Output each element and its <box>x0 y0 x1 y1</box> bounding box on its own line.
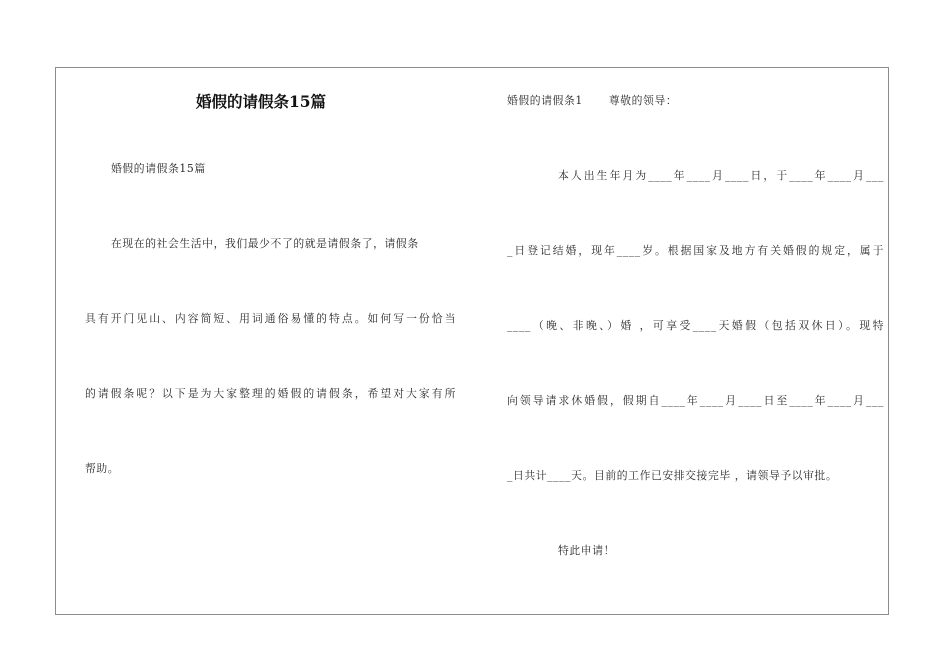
letter-body-line-1: 本人出生年月为____年____月____日，于____年____月___ <box>558 169 884 182</box>
letter-body-line-5: _日共计____天。目前的工作已安排交接完毕 ，请领导予以审批。 <box>507 469 838 482</box>
paragraph-line-3: 的请假条呢？以下是为大家整理的婚假的请假条，希望对大家有所 <box>85 387 456 400</box>
letter-heading-row <box>507 93 677 108</box>
letter-salutation: 尊敬的领导： <box>608 94 678 107</box>
letter-closing: 特此申请！ <box>558 544 615 557</box>
letter-heading: 婚假的请假条1 <box>507 94 583 107</box>
letter-body-line-4: 向领导请求休婚假，假期自____年____月____日至____年____月___ <box>507 394 884 407</box>
letter-body-line-2: _日登记结婚，现年____岁。根据国家及地方有关婚假的规定，属于 <box>507 244 884 257</box>
paragraph-line-4: 帮助。 <box>85 462 120 475</box>
document-title: 婚假的请假条15篇 <box>195 92 327 111</box>
subtitle: 婚假的请假条15篇 <box>111 162 206 175</box>
paragraph-line-2: 具有开门见山、内容简短、用词通俗易懂的特点。如何写一份恰当 <box>85 312 456 325</box>
paragraph-line-1: 在现在的社会生活中，我们最少不了的就是请假条了，请假条 <box>111 237 419 250</box>
letter-body-line-3: ____（晚、非晚、）婚 ，可享受____天婚假（包括双休日）。现特 <box>507 319 884 332</box>
page-border <box>55 67 889 615</box>
